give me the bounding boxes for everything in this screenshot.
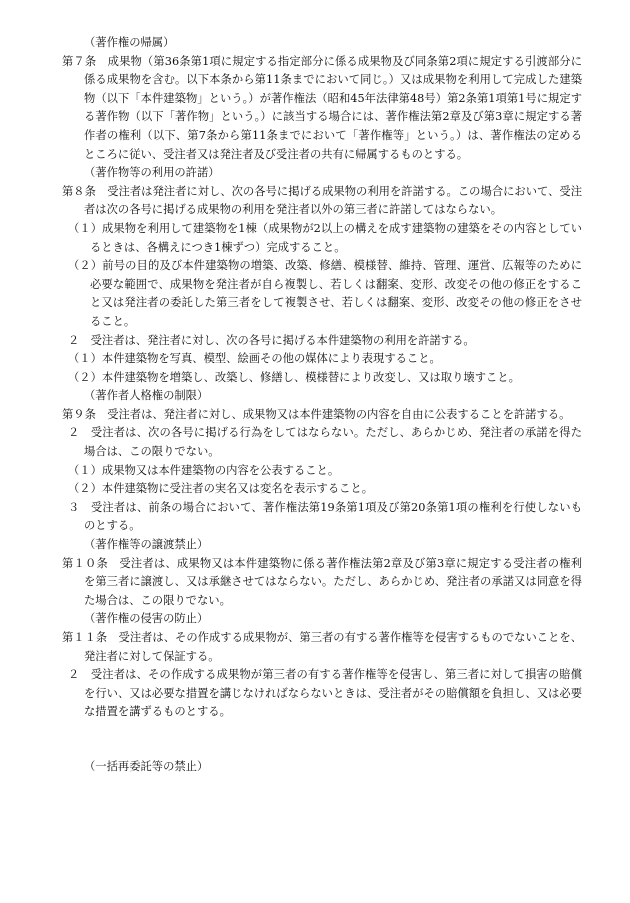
list-item: （１）成果物又は本件建築物の内容を公表すること。	[68, 463, 340, 477]
paragraph: ２ 受注者は、その作成する成果物が第三者の有する著作権等を侵害し、第三者に対して損害の賠償を行い、又は必要な措置を講じなければならないときは、受注者がその賠償額を負担し、又は必要な措置を講ずるものとする。	[68, 668, 582, 719]
list-item: （１）成果物を利用して建築物を1棟（成果物が2以上の構えを成す建築物の建築をその内容としているときは、各構えにつき1棟ずつ）完成すること。	[68, 221, 582, 254]
document-body	[62, 34, 582, 777]
list-item: （２）本件建築物に受注者の実名又は変名を表示すること。	[68, 482, 374, 496]
list-item: （２）前号の目的及び本件建築物の増築、改築、修繕、模様替、維持、管理、運営、広報等のために必要な範囲で、成果物を発注者が自ら複製し、若しくは翻案、変形、改変その他の修正をすること又は発注者の委託した第三者をして複製させ、若しくは翻案、変形、改変その他の修正をさせること。	[68, 259, 582, 328]
article-7: 第７条 成果物（第36条第1項に規定する指定部分に係る成果物及び同条第2項に規定する引渡部分に係る成果物を含む。以下本条から第11条までにおいて同じ。）又は成果物を利用して完成した建築物（以下「本件建築物」という。）が著作権法（昭和45年法律第48号）第2条第1項第1号に規定する著作物（以下「著作物」という。）に該当する場合には、著作権法第2章及び第3章に規定する著作者の権利（以下、第7条から第11条までにおいて「著作権等」という。）は、著作権法の定めるところに従い、受注者又は発注者及び受注者の共有に帰属するものとする。	[62, 54, 582, 161]
section-heading: （一括再委託等の禁止）	[84, 759, 209, 773]
article-9: 第９条 受注者は、発注者に対し、成果物又は本件建築物の内容を自由に公表することを許諾する。	[62, 407, 571, 421]
article-11: 第１１条 受注者は、その作成する成果物が、第三者の有する著作権等を侵害するものでないことを、発注者に対して保証する。	[62, 631, 582, 663]
list-item: （１）本件建築物を写真、模型、絵画その他の媒体により表現すること。	[68, 352, 441, 366]
section-heading: （著作者人格権の制限）	[84, 389, 209, 403]
article-8: 第８条 受注者は発注者に対し、次の各号に掲げる成果物の利用を許諾する。この場合において、受注者は次の各号に掲げる成果物の利用を発注者以外の第三者に許諾してはならない。	[62, 184, 582, 217]
spacer	[62, 722, 582, 758]
section-heading: （著作権の侵害の防止）	[84, 612, 209, 626]
paragraph: ２ 受注者は、発注者に対し、次の各号に掲げる本件建築物の利用を許諾する。	[68, 333, 475, 347]
section-heading: （著作権の帰属）	[84, 36, 175, 49]
paragraph: ３ 受注者は、前条の場合において、著作権法第19条第1項及び第20条第1項の権利を行使しないものとする。	[68, 500, 582, 533]
section-heading: （著作権等の譲渡禁止）	[84, 538, 209, 552]
paragraph: ２ 受注者は、次の各号に掲げる行為をしてはならない。ただし、あらかじめ、発注者の承諾を得た場合は、この限りでない。	[68, 426, 582, 459]
article-10: 第１０条 受注者は、成果物又は本件建築物に係る著作権法第2章及び第3章に規定する受注者の権利を第三者に譲渡し、又は承継させてはならない。ただし、あらかじめ、発注者の承諾又は同意を得た場合は、この限りでない。	[62, 556, 582, 607]
section-heading: （著作物等の利用の許諾）	[84, 166, 220, 180]
list-item: （２）本件建築物を増築し、改築し、修繕し、模様替により改変し、又は取り壊すこと。	[68, 370, 520, 384]
